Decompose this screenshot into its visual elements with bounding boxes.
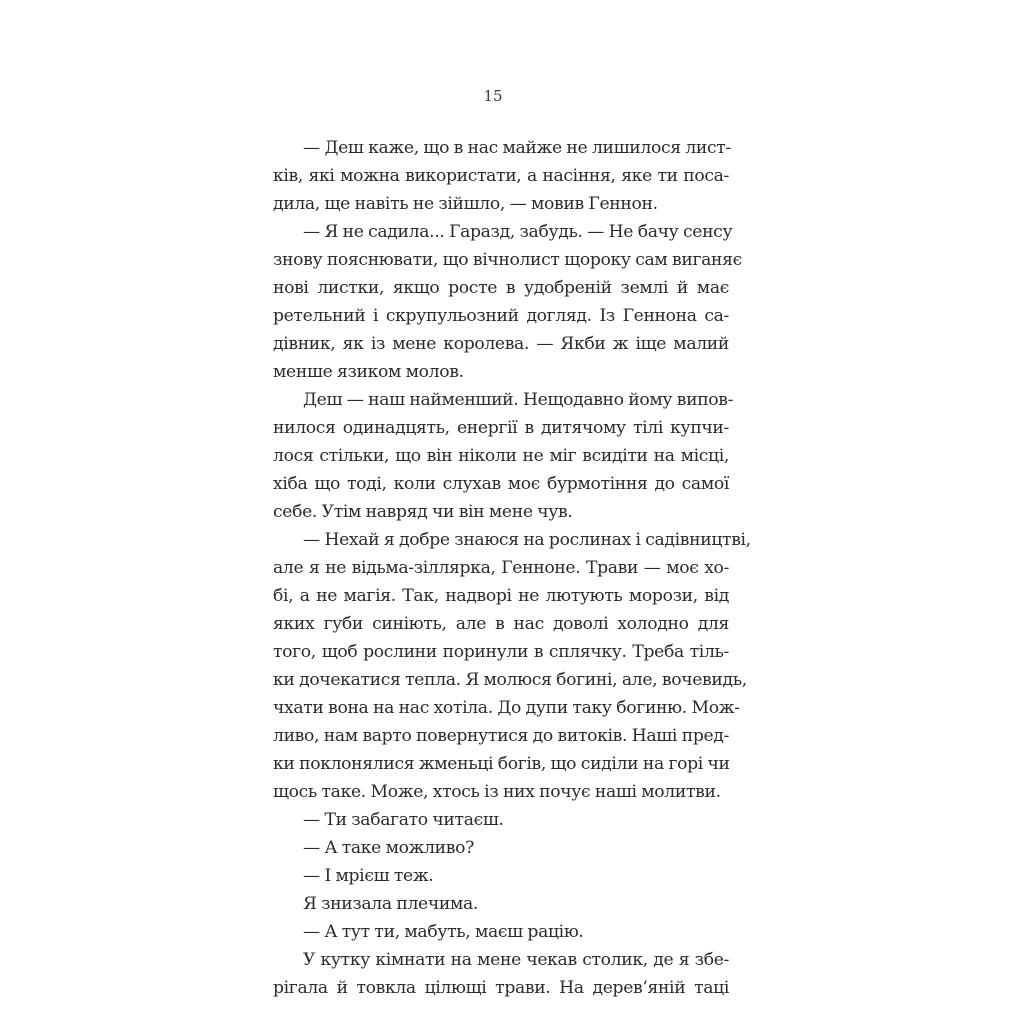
text-line: нові листки, якщо росте в удобреній землі й має	[273, 278, 729, 298]
text-line: — І мрієш теж.	[303, 866, 434, 886]
text-line: себе. Утім навряд чи він мене чув.	[273, 502, 573, 522]
text-line: ливо, нам варто повернутися до витоків. Наші пред-	[273, 726, 729, 746]
text-line: того, щоб рослини поринули в сплячку. Треба тіль-	[273, 642, 729, 662]
text-line: хіба що тоді, коли слухав моє бурмотіння до самої	[273, 474, 729, 494]
text-line: але я не відьма-зіллярка, Генноне. Трави — моє хо-	[273, 558, 729, 578]
text-line: Я знизала плечима.	[303, 894, 479, 914]
text-line: — Нехай я добре знаюся на рослинах і садівництві,	[303, 530, 751, 550]
text-line: — Я не садила... Гаразд, забудь. — Не бачу сенсу	[303, 222, 733, 242]
text-line: ки поклонялися жменьці богів, що сиділи на горі чи	[273, 754, 730, 774]
text-line: знову пояснювати, що вічнолист щороку сам виганяє	[273, 250, 742, 270]
text-line: Деш — наш найменший. Нещодавно йому випов-	[303, 390, 734, 410]
text-line: дівник, як із мене королева. — Якби ж іще малий	[273, 334, 729, 354]
text-line: лося стільки, що він ніколи не міг всидіти на місці,	[273, 446, 729, 466]
page-number: 15	[483, 87, 503, 105]
text-line: дила, ще навіть не зійшло, — мовив Геннон.	[273, 194, 658, 214]
text-line: рігала й товкла цілющі трави. На дерев’яній таці	[273, 978, 729, 998]
text-line: — Деш каже, що в нас майже не лишилося лист-	[303, 138, 731, 158]
text-line: — А тут ти, мабуть, маєш рацію.	[303, 922, 584, 942]
body-text	[273, 134, 751, 1002]
text-line: бі, а не магія. Так, надворі не лютують морози, від	[273, 586, 729, 606]
text-line: менше язиком молов.	[273, 362, 464, 382]
text-line: ретельний і скрупульозний догляд. Із Геннона са-	[273, 306, 729, 326]
text-line: ки дочекатися тепла. Я молюся богині, але, вочевидь,	[273, 670, 747, 690]
text-line: ків, які можна використати, а насіння, яке ти поса-	[273, 166, 729, 186]
text-line: яких губи синіють, але в нас доволі холодно для	[273, 614, 729, 634]
text-line: — Ти забагато читаєш.	[303, 810, 504, 830]
text-line: У кутку кімнати на мене чекав столик, де я збе-	[303, 950, 729, 970]
text-line: — А таке можливо?	[303, 838, 474, 858]
text-line: нилося одинадцять, енергії в дитячому тілі купчи-	[273, 418, 729, 438]
text-line: щось таке. Може, хтось із них почує наші молитви.	[273, 782, 721, 802]
text-line: чхати вона на нас хотіла. До дупи таку богиню. Мож-	[273, 698, 740, 718]
